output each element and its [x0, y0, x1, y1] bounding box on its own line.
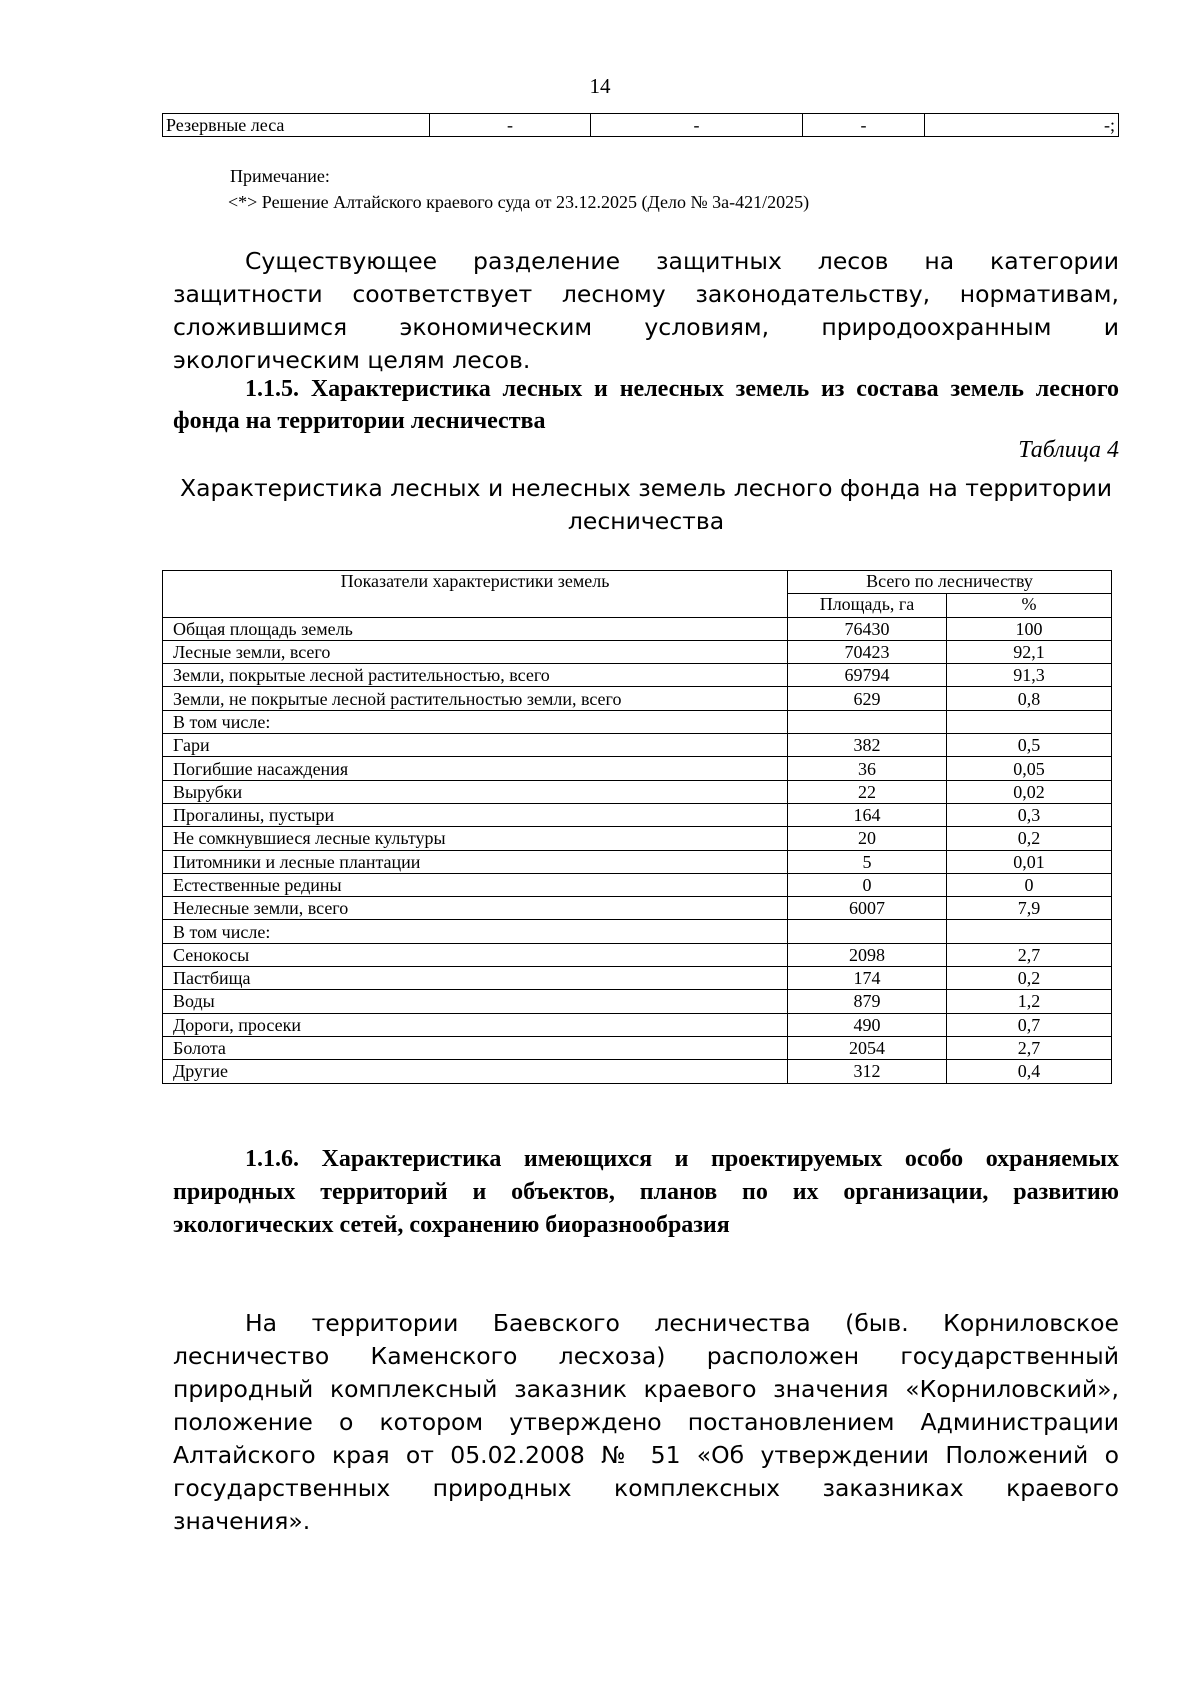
- table-cell-area: 20: [788, 827, 947, 850]
- table-cell-pct: 0,5: [947, 734, 1112, 757]
- table-cell-label: Воды: [163, 990, 788, 1013]
- table-row: [163, 780, 1112, 803]
- table-cell-label: Вырубки: [163, 780, 788, 803]
- table-cell-label: Сенокосы: [163, 943, 788, 966]
- header-total: Всего по лесничеству: [788, 571, 1112, 594]
- page-number: 14: [589, 74, 611, 98]
- table-cell-pct: 2,7: [947, 1036, 1112, 1059]
- table-cell-pct: 2,7: [947, 943, 1112, 966]
- table-cell-pct: 1,2: [947, 990, 1112, 1013]
- table-cell-label: Дороги, просеки: [163, 1013, 788, 1036]
- table-cell-label: Питомники и лесные плантации: [163, 850, 788, 873]
- table-row: [163, 873, 1112, 896]
- table-row: [163, 850, 1112, 873]
- table-cell-label: В том числе:: [163, 920, 788, 943]
- table-cell-pct: 0,05: [947, 757, 1112, 780]
- table-cell-label: Нелесные земли, всего: [163, 897, 788, 920]
- table-cell-area: 2098: [788, 943, 947, 966]
- table-cell: Резервные леса: [163, 114, 430, 137]
- table-row: [163, 1060, 1112, 1083]
- table-row: [163, 664, 1112, 687]
- section-heading-text: 1.1.6. Характеристика имеющихся и проектируемых особо охраняемых природных территорий и объектов, планов по их организации, развитию экологических сетей, сохранению биоразнообразия: [173, 1146, 1119, 1238]
- table-cell-pct: 0,4: [947, 1060, 1112, 1083]
- table-row: [163, 687, 1112, 710]
- table-row: [163, 640, 1112, 663]
- table-cell: -: [430, 114, 591, 137]
- table-cell-area: 36: [788, 757, 947, 780]
- table-cell-label: В том числе:: [163, 710, 788, 733]
- table-cell-area: 382: [788, 734, 947, 757]
- table-cell-label: Общая площадь земель: [163, 617, 788, 640]
- table-cell-label: Болота: [163, 1036, 788, 1059]
- table-row: [163, 943, 1112, 966]
- table-body: [163, 617, 1112, 1083]
- table-cell-pct: 0,2: [947, 967, 1112, 990]
- note-label: Примечание:: [230, 166, 330, 186]
- table-cell-area: 22: [788, 780, 947, 803]
- table-row: [163, 803, 1112, 826]
- paragraph-protective-forests: [173, 245, 1119, 377]
- paragraph-text: На территории Баевского лесничества (быв. Корниловское лесничество Каменского лесхоза) расположен государственный природный комплексный заказник краевого значения «Корниловский», положение о котором утверждено постановлением Администрации Алтайского края от 05.02.2008 № 51 «Об утверждении Положений о государственных природных комплексных заказниках краевого значения».: [173, 1309, 1119, 1535]
- table-cell-label: Естественные редины: [163, 873, 788, 896]
- table-cell-pct: 0,02: [947, 780, 1112, 803]
- table-cell: -: [803, 114, 925, 137]
- table-row: [163, 1013, 1112, 1036]
- table-cell-pct: 0,8: [947, 687, 1112, 710]
- table-row: [163, 710, 1112, 733]
- table-cell-area: 6007: [788, 897, 947, 920]
- table-cell-pct: 92,1: [947, 640, 1112, 663]
- table-cell-area: [788, 920, 947, 943]
- table-cell-label: Лесные земли, всего: [163, 640, 788, 663]
- table-cell-area: 174: [788, 967, 947, 990]
- table-cell-pct: 91,3: [947, 664, 1112, 687]
- table-cell-label: Погибшие насаждения: [163, 757, 788, 780]
- table-cell-area: 164: [788, 803, 947, 826]
- table-cell-area: 0: [788, 873, 947, 896]
- table-row: [163, 967, 1112, 990]
- table-cell-area: 490: [788, 1013, 947, 1036]
- table-cell-area: 76430: [788, 617, 947, 640]
- table-cell-area: [788, 710, 947, 733]
- table-cell-area: 879: [788, 990, 947, 1013]
- table-caption: Характеристика лесных и нелесных земель лесного фонда на территории лесничества: [179, 474, 1113, 535]
- reserve-forests-table: [162, 113, 1119, 137]
- table-row: [163, 734, 1112, 757]
- section-heading-text: 1.1.5. Характеристика лесных и нелесных земель из состава земель лесного фонда на территории лесничества: [173, 376, 1119, 434]
- table-row: [163, 1036, 1112, 1059]
- table-cell: -: [591, 114, 803, 137]
- section-heading-1-1-5: [173, 373, 1119, 437]
- header-indicator: Показатели характеристики земель: [163, 571, 788, 618]
- table-row: [163, 897, 1112, 920]
- paragraph-reserve: [173, 1307, 1119, 1538]
- table-cell-area: 70423: [788, 640, 947, 663]
- table-cell-pct: [947, 920, 1112, 943]
- table-cell-pct: 0,3: [947, 803, 1112, 826]
- table-cell-pct: 100: [947, 617, 1112, 640]
- note-text: <*> Решение Алтайского краевого суда от 23.12.2025 (Дело № 3а-421/2025): [228, 192, 810, 212]
- paragraph-text: Существующее разделение защитных лесов на категории защитности соответствует лесному законодательству, нормативам, сложившимся экономическим условиям, природоохранным и экологическим целям лесов.: [173, 247, 1119, 374]
- table-cell-pct: 0,7: [947, 1013, 1112, 1036]
- table-cell-area: 2054: [788, 1036, 947, 1059]
- table-cell-label: Земли, покрытые лесной растительностью, всего: [163, 664, 788, 687]
- table-cell-label: Прогалины, пустыри: [163, 803, 788, 826]
- table-cell-area: 5: [788, 850, 947, 873]
- header-area: Площадь, га: [788, 594, 947, 617]
- table-cell: -;: [925, 114, 1119, 137]
- table-row: [163, 827, 1112, 850]
- table-row: [163, 757, 1112, 780]
- table-cell-label: Не сомкнувшиеся лесные культуры: [163, 827, 788, 850]
- table-cell-label: Другие: [163, 1060, 788, 1083]
- table-cell-area: 629: [788, 687, 947, 710]
- section-heading-1-1-6: [173, 1143, 1119, 1242]
- table-cell-area: 312: [788, 1060, 947, 1083]
- table-cell-pct: [947, 710, 1112, 733]
- table-row: [163, 617, 1112, 640]
- table-cell-pct: 7,9: [947, 897, 1112, 920]
- table-cell-label: Земли, не покрытые лесной растительностью земли, всего: [163, 687, 788, 710]
- table-cell-pct: 0,2: [947, 827, 1112, 850]
- note: [230, 163, 809, 215]
- table-cell-pct: 0: [947, 873, 1112, 896]
- table-number: Таблица 4: [1018, 437, 1119, 463]
- header-percent: %: [947, 594, 1112, 617]
- table-cell-pct: 0,01: [947, 850, 1112, 873]
- table-cell-area: 69794: [788, 664, 947, 687]
- table-row: [163, 114, 1119, 137]
- table-row: [163, 920, 1112, 943]
- lands-characteristics-table: [162, 570, 1112, 1084]
- table-header-row: [163, 571, 1112, 594]
- table-row: [163, 990, 1112, 1013]
- table-cell-label: Гари: [163, 734, 788, 757]
- table-cell-label: Пастбища: [163, 967, 788, 990]
